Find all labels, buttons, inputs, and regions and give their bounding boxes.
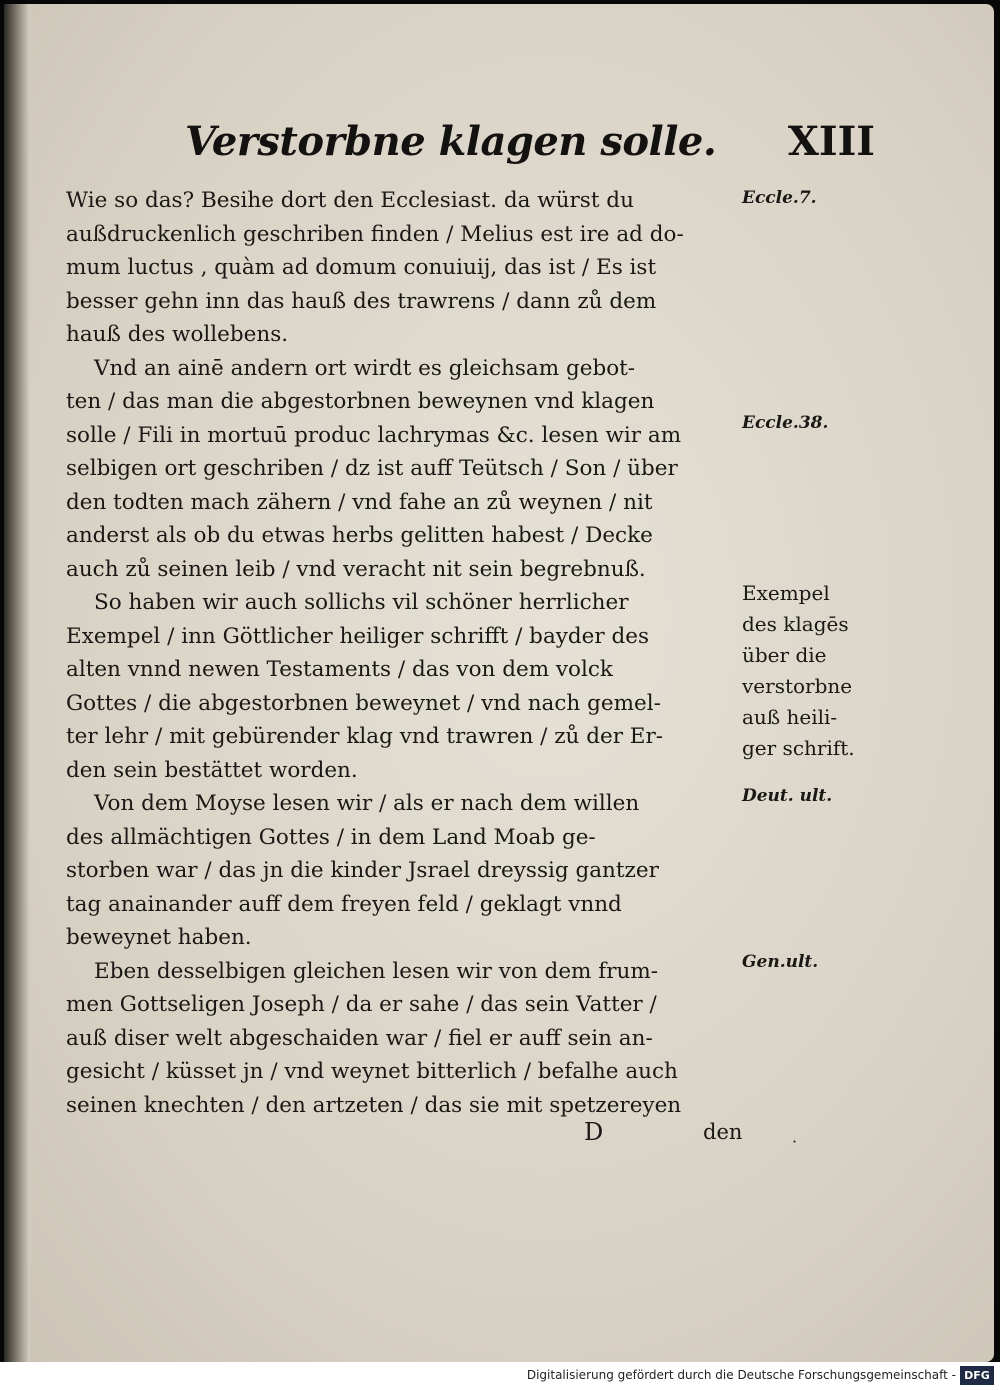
text-line: den todten mach zähern / vnd fahe an zů weynen / nit: [66, 489, 653, 515]
text-line: men Gottseligen Joseph / da er sahe / das sein Vatter /: [66, 992, 657, 1017]
text-line: Eben desselbigen gleichen lesen wir von dem frum-: [94, 958, 658, 984]
gloss-line: des klagēs: [742, 612, 849, 636]
margin-note-deut: Deut. ult.: [742, 786, 833, 806]
margin-note-gen: Gen.ult.: [742, 952, 819, 972]
signature-mark: D: [584, 1118, 604, 1146]
text-line: storben war / das jn die kinder Jsrael dreyssig gantzer: [66, 858, 659, 883]
text-line: den sein bestättet worden.: [66, 757, 358, 783]
text-line: des allmächtigen Gottes / in dem Land Moab ge-: [66, 824, 596, 850]
text-line: selbigen ort geschriben / dz ist auff Teütsch / Son / über: [66, 456, 678, 481]
text-line: Gottes / die abgestorbnen beweynet / vnd nach gemel-: [66, 690, 661, 716]
footer-credit: Digitalisierung gefördert durch die Deutsche Forschungsgemeinschaft -: [526, 1368, 956, 1382]
text-line: beweynet haben.: [66, 925, 252, 950]
dfg-logo: DFG: [960, 1366, 994, 1385]
text-line: anderst als ob du etwas herbs gelitten habest / Decke: [66, 523, 653, 548]
ink-dot: ·: [792, 1132, 798, 1151]
text-line: So haben wir auch sollichs vil schöner herrlicher: [94, 590, 629, 615]
body-text: [66, 184, 756, 1122]
gloss-line: auß heili-: [742, 705, 838, 729]
text-line: Wie so das? Besihe dort den Ecclesiast. da würst du: [66, 188, 634, 213]
text-line: ter lehr / mit gebürender klag vnd trawren / zů der Er-: [66, 724, 664, 749]
margin-note-eccle38: Eccle.38.: [742, 413, 829, 433]
running-title: Verstorbne klagen solle.: [185, 118, 717, 165]
page-header: [185, 118, 875, 180]
text-line: seinen knechten / den artzeten / das sie mit spetzereyen: [66, 1092, 682, 1118]
gloss-line: verstorbne: [742, 674, 853, 698]
margin-note-eccle7: Eccle.7.: [742, 188, 817, 208]
gloss-line: ger schrift.: [742, 736, 855, 760]
catchword: den: [703, 1120, 743, 1144]
text-line: ten / das man die abgestorbnen beweynen vnd klagen: [66, 389, 655, 414]
folio-number: XIII: [787, 118, 875, 165]
text-line: gesicht / küsset jn / vnd weynet bitterlich / befalhe auch: [66, 1059, 678, 1084]
text-line: Von dem Moyse lesen wir / als er nach dem willen: [94, 791, 640, 816]
footer-bar: [0, 1362, 1000, 1390]
text-line: solle / Fili in mortuū produc lachrymas &c. lesen wir am: [66, 422, 682, 448]
text-line: Vnd an ainē andern ort wirdt es gleichsam gebot-: [94, 355, 636, 381]
text-line: mum luctus , quàm ad domum conuiuij, das ist / Es ist: [66, 255, 657, 280]
text-line: außdruckenlich geschriben finden / Melius est ire ad do-: [66, 221, 684, 247]
margin-gloss-exempel: [742, 578, 872, 764]
text-line: auß diser welt abgeschaiden war / fiel er auff sein an-: [66, 1025, 653, 1051]
gloss-line: über die: [742, 643, 827, 667]
gloss-line: Exempel: [742, 581, 830, 605]
text-line: hauß des wollebens.: [66, 322, 289, 347]
book-spine-shadow: [4, 4, 30, 1362]
text-line: besser gehn inn das hauß des trawrens / dann zů dem: [66, 288, 657, 314]
text-line: Exempel / inn Göttlicher heiliger schrifft / bayder des: [66, 623, 650, 649]
text-line: auch zů seinen leib / vnd veracht nit sein begrebnuß.: [66, 556, 646, 582]
text-line: alten vnnd newen Testaments / das von dem volck: [66, 657, 613, 682]
text-line: tag anainander auff dem freyen feld / geklagt vnnd: [66, 891, 622, 917]
